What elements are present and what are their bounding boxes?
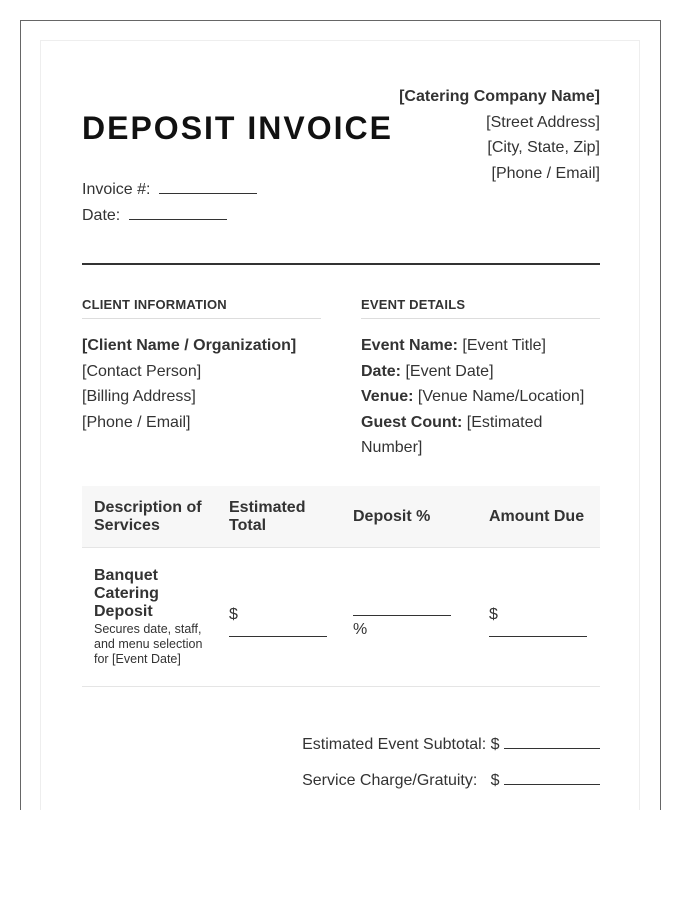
event-date-label: Date: bbox=[361, 362, 402, 380]
company-contact: [Phone / Email] bbox=[491, 164, 600, 182]
subtotal-row bbox=[302, 734, 600, 770]
service-note: Secures date, staff, and menu selection for [Event Date] bbox=[94, 622, 203, 666]
estimated-total-currency: $ bbox=[229, 606, 238, 623]
client-section bbox=[82, 297, 321, 435]
services-table bbox=[82, 486, 600, 687]
service-charge-row bbox=[302, 770, 600, 806]
header-estimated-total: Estimated Total bbox=[217, 486, 341, 548]
service-name: Banquet Catering Deposit bbox=[94, 567, 159, 620]
subtotal-label: Estimated Event Subtotal: bbox=[302, 736, 487, 753]
subtotal-field[interactable] bbox=[504, 734, 600, 749]
company-name: [Catering Company Name] bbox=[399, 88, 600, 105]
header-deposit-percent: Deposit % bbox=[341, 486, 477, 548]
company-city: [City, State, Zip] bbox=[487, 139, 600, 156]
estimated-total-cell bbox=[217, 548, 341, 687]
table-header-row bbox=[82, 486, 600, 548]
amount-due-field[interactable] bbox=[489, 626, 587, 637]
invoice-date-row bbox=[82, 203, 257, 229]
invoice-number-label: Invoice #: bbox=[82, 181, 151, 198]
header-amount-due: Amount Due bbox=[477, 486, 600, 548]
invoice-date-label: Date: bbox=[82, 207, 121, 224]
event-name-value: [Event Title] bbox=[462, 337, 546, 354]
event-venue-label: Venue: bbox=[361, 388, 414, 405]
event-date-row bbox=[361, 359, 600, 385]
company-block bbox=[399, 84, 600, 186]
invoice-number-row bbox=[82, 177, 257, 203]
event-name-label: Event Name: bbox=[361, 337, 458, 354]
event-venue-row bbox=[361, 384, 600, 410]
event-date-value: [Event Date] bbox=[405, 362, 494, 380]
invoice-meta bbox=[82, 177, 257, 229]
company-street: [Street Address] bbox=[486, 113, 600, 131]
header-divider bbox=[82, 263, 600, 265]
event-heading: EVENT DETAILS bbox=[361, 297, 600, 319]
header-description: Description of Services bbox=[82, 486, 217, 548]
estimated-total-field[interactable] bbox=[229, 626, 327, 637]
table-row bbox=[82, 548, 600, 687]
service-charge-label: Service Charge/Gratuity: bbox=[302, 772, 478, 789]
totals-block bbox=[302, 734, 600, 806]
client-heading: CLIENT INFORMATION bbox=[82, 297, 321, 319]
client-phone-email: [Phone / Email] bbox=[82, 413, 191, 431]
deposit-percent-cell bbox=[341, 548, 477, 687]
event-name-row bbox=[361, 333, 600, 359]
service-charge-field[interactable] bbox=[504, 770, 600, 785]
page-title: DEPOSIT INVOICE bbox=[82, 110, 393, 146]
event-section bbox=[361, 297, 600, 461]
client-info bbox=[82, 333, 321, 435]
service-description-cell bbox=[82, 548, 217, 687]
event-guest-label: Guest Count: bbox=[361, 413, 463, 431]
invoice-date-field[interactable] bbox=[129, 205, 227, 220]
event-info bbox=[361, 333, 600, 461]
client-name: [Client Name / Organization] bbox=[82, 337, 297, 354]
event-venue-value: [Venue Name/Location] bbox=[417, 388, 585, 405]
client-contact-person: [Contact Person] bbox=[82, 362, 202, 380]
amount-due-currency: $ bbox=[489, 606, 498, 623]
deposit-percent-field[interactable] bbox=[353, 595, 451, 616]
invoice-number-field[interactable] bbox=[159, 179, 257, 194]
service-charge-currency: $ bbox=[490, 772, 500, 789]
deposit-percent-sign: % bbox=[353, 621, 368, 638]
client-billing-address: [Billing Address] bbox=[82, 388, 196, 405]
subtotal-currency: $ bbox=[490, 736, 500, 753]
event-guest-row bbox=[361, 410, 600, 461]
amount-due-cell bbox=[477, 548, 600, 687]
event-guest-value: [Estimated Number] bbox=[361, 413, 543, 456]
